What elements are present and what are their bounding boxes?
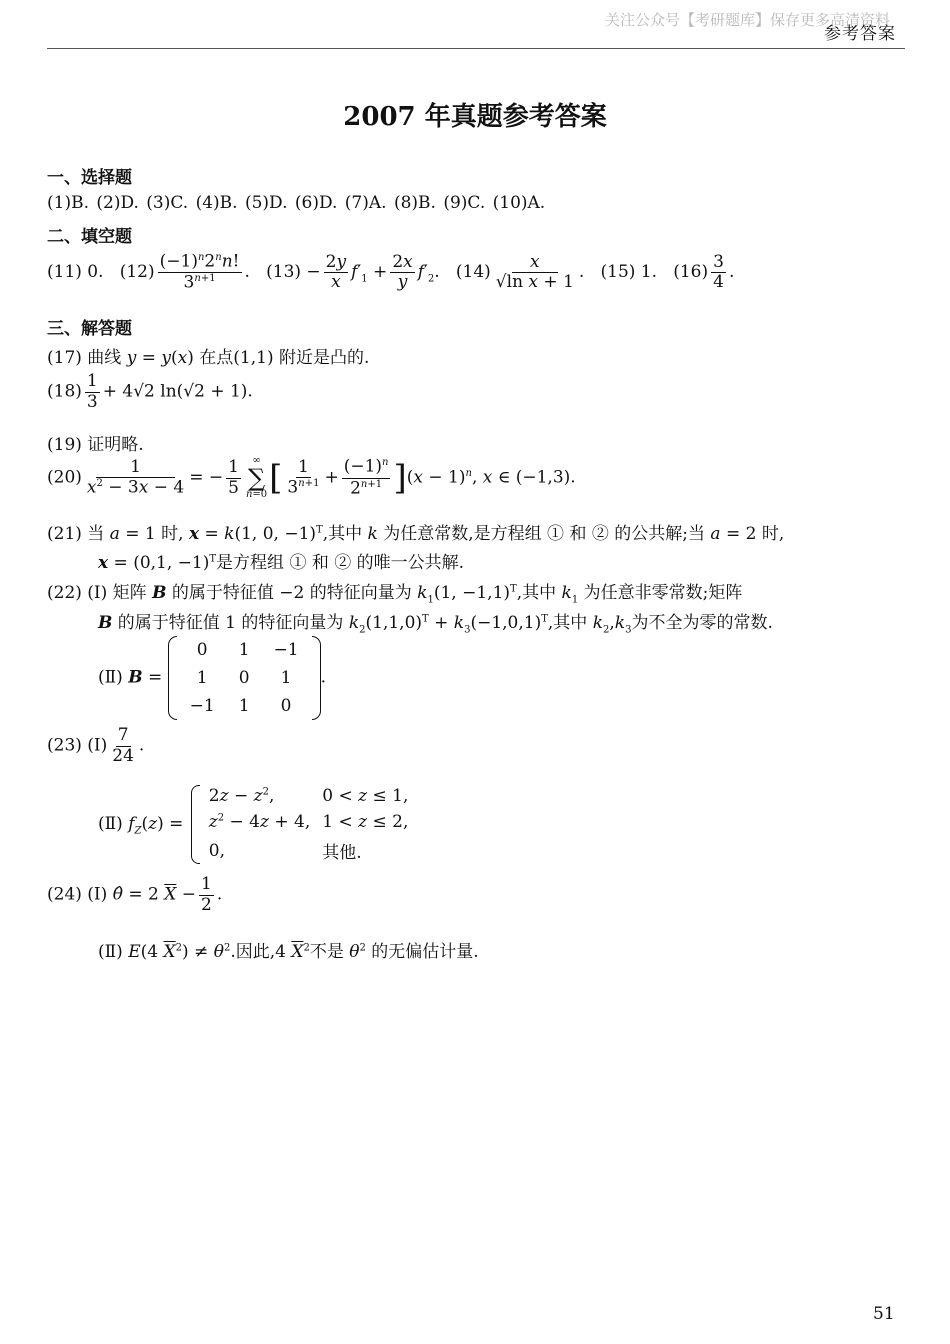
answer-21-line1: (21) 当 a = 1 时, x = k(1, 0, −1)$^T$,其中 k 为任意常数,是方程组 ① 和 ② 的公共解;当 a = 2 时, [47, 524, 785, 544]
header-rule [47, 48, 905, 49]
answer-23-part1: (23) (Ⅰ) $\frac{7}{24}$ . [47, 725, 145, 766]
page-title: 2007 年真题参考答案 [343, 102, 607, 132]
section-fill-heading: 二、填空题 [47, 227, 132, 247]
choice-answers: (1)B. (2)D. (3)C. (4)B. (5)D. (6)D. (7)A. (8)B. (9)C. (10)A. [47, 193, 546, 213]
page-number: 51 [873, 1304, 895, 1324]
answer-18: (18) $\frac{1}{3}$ + 4√2 ln(√2 + 1). [47, 371, 253, 412]
answer-23-part2: (Ⅱ) $f_Z(z)$ = $2z - z^2$, 0 < z ≤ 1, $z^2 - 4z + 4$, 1 < z ≤ 2, 0, 其他. [98, 783, 414, 866]
answer-22-line1: (22) (Ⅰ) 矩阵 B 的属于特征值 −2 的特征向量为 $k_1(1$, −1,1)$^T$,其中 $k_1$ 为任意非零常数;矩阵 [47, 583, 743, 606]
section-choice-heading: 一、选择题 [47, 168, 132, 188]
answer-22-line2: B 的属于特征值 1 的特征向量为 $k_2(1,1,0)^T + k_3(-1,0,1)^T$,其中 $k_2,k_3$为不全为零的常数. [98, 613, 773, 636]
answer-20: (20) $\frac{1}{x^2 - 3x - 4}$ = − $\frac{1}{5}$ ∞ ∑ n=0 [ $\frac{1}{3^{n+1}}$ + $\frac{(-1)^n}{2^{n+1}}$ ]$(x - 1)^n$, x ∈ (−1,3). [47, 455, 576, 500]
answer-17: (17) 曲线 y = y(x) 在点(1,1) 附近是凸的. [47, 348, 370, 368]
answer-24-part1: (24) (Ⅰ) θ̂ = 2 $\overline{X}$ − $\frac{1}{2}$ . [47, 874, 223, 915]
answer-19: (19) 证明略. [47, 435, 144, 455]
section-solve-heading: 三、解答题 [47, 319, 132, 339]
answer-21-line2: x = (0,1, −1)$^T$是方程组 ① 和 ② 的唯一公共解. [98, 553, 465, 573]
answer-24-part2: (Ⅱ) E(4 $\overline{X}^2) \ne \theta^2$.因此,4 $\overline{X}^2$不是 $\theta^2$ 的无偏估计量. [98, 942, 479, 962]
running-title: 参考答案 [824, 24, 896, 44]
answer-22-matrix: (Ⅱ) B = 0 1 −1 1 0 1 −1 1 0 . [98, 636, 326, 720]
fill-answers: (11) 0. (12) $\frac{(-1)^n2^nn!}{3^{n+1}}$ . (13) − $\frac{2y}{x}$ $f'_1$ + $\frac{2x}{y}$ $f'_2$. (14) $\frac{x}{\text{√ln x + 1}}$ . (15) 1. (16) $\frac{3}{4}$ . [47, 251, 735, 293]
watermark: 关注公众号【考研题库】保存更多高清资料 [605, 11, 891, 29]
